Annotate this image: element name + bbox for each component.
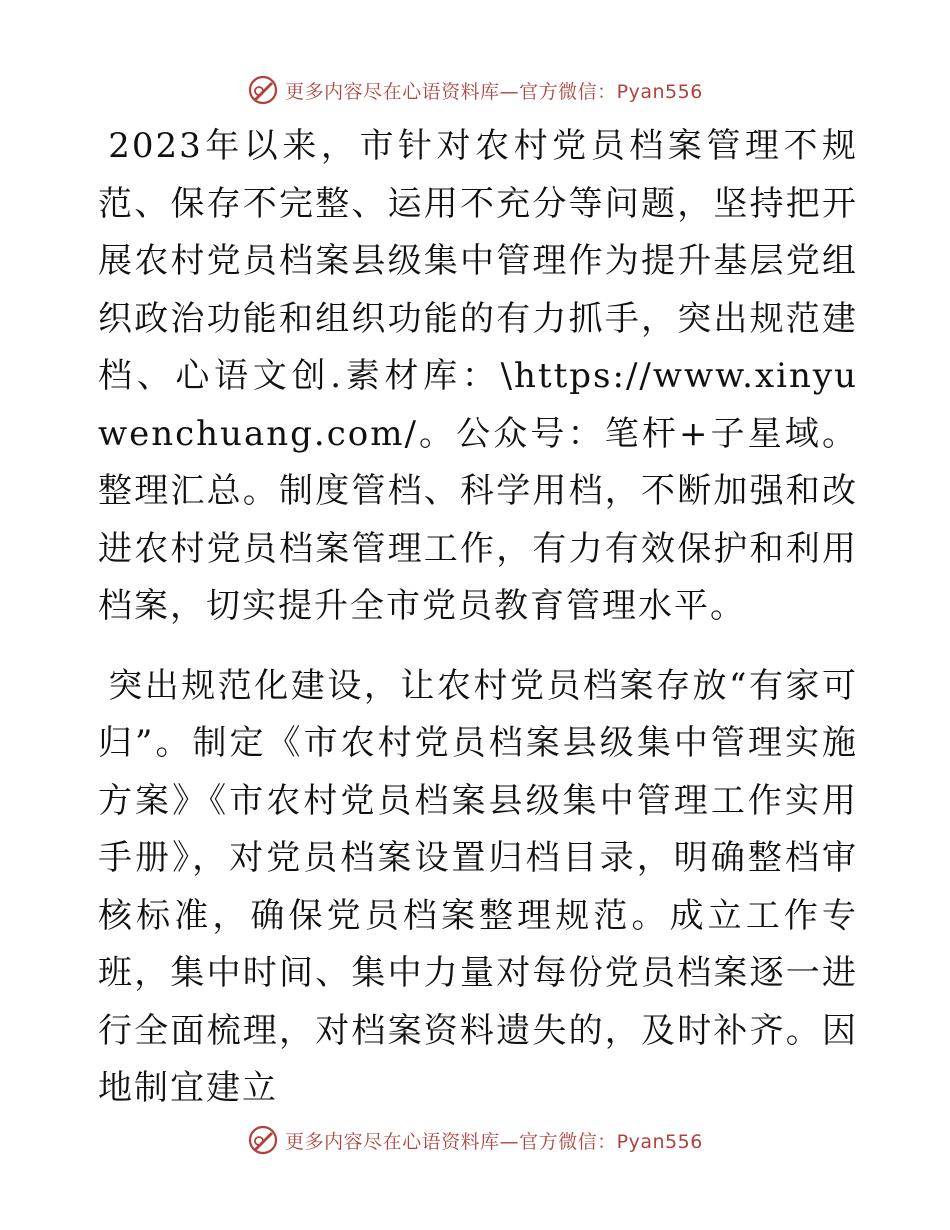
document-body — [98, 118, 858, 1118]
quill-pen-logo-icon — [247, 1124, 279, 1156]
paragraph-1: 2023年以来，市针对农村党员档案管理不规范、保存不完整、运用不充分等问题，坚持把开展农村党员档案县级集中管理作为提升基层党组织政治功能和组织功能的有力抓手，突出规范建档、心语文创.素材库：\https://www.xinyuwenchuang.com/。公众号：笔杆+子星域。整理汇总。制度管档、科学用档，不断加强和改进农村党员档案管理工作，有力有效保护和利用档案，切实提升全市党员教育管理水平。 — [98, 126, 858, 626]
paragraph-2: 突出规范化建设，让农村党员档案存放“有家可归”。制定《市农村党员档案县级集中管理实施方案》《市农村党员档案县级集中管理工作实用手册》，对党员档案设置归档目录，明确整档审核标准，确保党员档案整理规范。成立工作专班，集中时间、集中力量对每份党员档案逐一进行全面梳理，对档案资料遗失的，及时补齐。因地制宜建立 — [98, 665, 858, 1108]
quill-pen-logo-icon — [247, 74, 279, 106]
header-watermark-text: 更多内容尽在心语资料库—官方微信：Pyan556 — [285, 80, 703, 103]
header-watermark-banner — [0, 70, 950, 110]
footer-watermark-text: 更多内容尽在心语资料库—官方微信：Pyan556 — [285, 1130, 703, 1153]
footer-watermark-banner — [0, 1120, 950, 1160]
